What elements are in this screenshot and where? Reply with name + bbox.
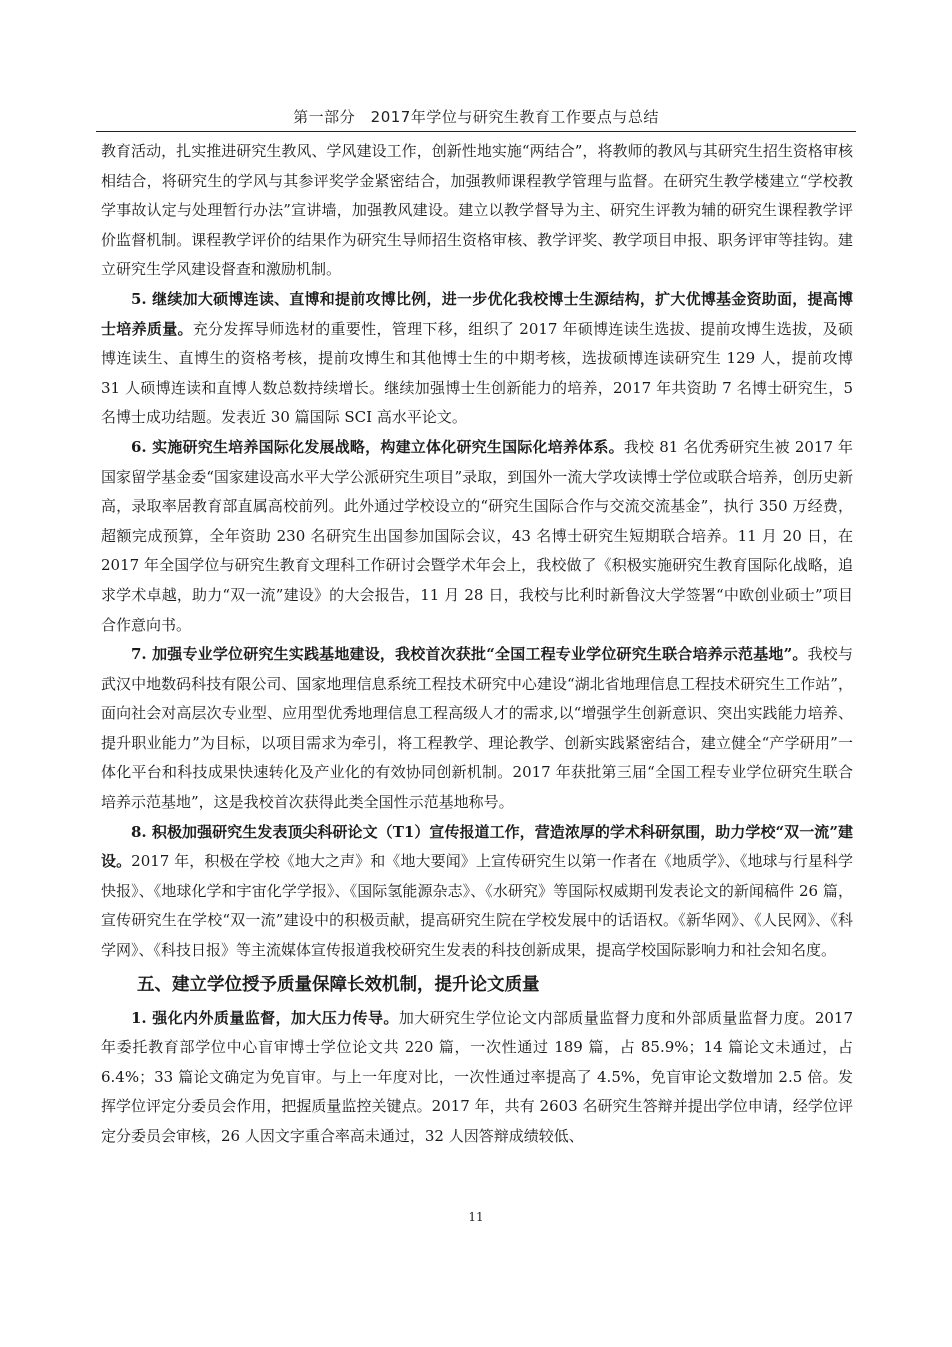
paragraph-item-8: [101, 818, 853, 966]
section-5-item-1-heading: 1. 强化内外质量监督，加大压力传导。: [131, 1008, 399, 1027]
page-header: 第一部分 2017年学位与研究生教育工作要点与总结: [293, 108, 659, 126]
item-7-body: 我校与武汉中地数码科技有限公司、国家地理信息系统工程技术研究中心建设“湖北省地理信息工程技术研究生工作站”，面向社会对高层次专业型、应用型优秀地理信息工程高级人才的需求,以“增强学生创新意识、突出实践能力培养、提升职业能力”为目标，以项目需求为牵引，将工程教学、理论教学、创新实践紧密结合，建立健全“产学研用”一体化平台和科技成果快速转化及产业化的有效协同创新机制。2017 年获批第三届“全国工程专业学位研究生联合培养示范基地”，这是我校首次获得此类全国性示范基地称号。: [101, 645, 853, 812]
paragraph-item-6: [101, 433, 853, 640]
item-5-body: 充分发挥导师选材的重要性，管理下移，组织了 2017 年硕博连读生选拔、提前攻博生选拔，及硕博连读生、直博生的资格考核，提前攻博生和其他博士生的中期考核，选拔硕博连读研究生 129 人，提前攻博 31 人硕博连读和直博人数总数持续增长。继续加强博士生创新能力的培养，2017 年共资助 7 名博士研究生，5 名博士成功结题。发表近 30 篇国际 SCI 高水平论文。: [101, 319, 853, 427]
item-7-heading: 7. 加强专业学位研究生实践基地建设，我校首次获批“全国工程专业学位研究生联合培养示范基地”。: [131, 645, 808, 664]
item-8-body: 2017 年，积极在学校《地大之声》和《地大要闻》上宣传研究生以第一作者在《地质学》、《地球与行星科学快报》、《地球化学和宇宙化学学报》、《国际氢能源杂志》、《水研究》等国际权威期刊发表论文的新闻稿件 26 篇，宣传研究生在学校“双一流”建设中的积极贡献，提高研究生院在学校发展中的话语权。《新华网》、《人民网》、《科学网》、《科技日报》等主流媒体宣传报道我校研究生发表的科技创新成果，提高学校国际影响力和社会知名度。: [101, 852, 853, 960]
paragraph-teaching-style: 教育活动，扎实推进研究生教风、学风建设工作，创新性地实施“两结合”，将教师的教风与其研究生招生资格审核相结合，将研究生的学风与其参评奖学金紧密结合，加强教师课程教学管理与监督。在研究生教学楼建立“学校教学事故认定与处理暂行办法”宣讲墙，加强教风建设。建立以教学督导为主、研究生评教为辅的研究生课程教学评价监督机制。课程教学评价的结果作为研究生导师招生资格审核、教学评奖、教学项目申报、职务评审等挂钩。建立研究生学风建设督查和激励机制。: [101, 142, 853, 279]
paragraph-section-5-item-1: [101, 1004, 853, 1152]
section-5-item-1-body: 加大研究生学位论文内部质量监督力度和外部质量监督力度。2017 年委托教育部学位中心盲审博士学位论文共 220 篇，一次性通过 189 篇，占 85.9%；14 篇论文未通过，占 6.4%；33 篇论文确定为免盲审。与上一年度对比，一次性通过率提高了 4.5%，免盲审论文数增加 2.5 倍。发挥学位评定分委员会作用，把握质量监控关键点。2017 年，共有 2603 名研究生答辩并提出学位申请，经学位评定分委员会审核，26 人因文字重合率高未通过，32 人因答辩成绩较低、: [101, 1008, 853, 1145]
page-body: [101, 137, 853, 1152]
item-6-heading: 6. 实施研究生培养国际化发展战略，构建立体化研究生国际化培养体系。: [131, 437, 624, 456]
section-5-heading: 五、建立学位授予质量保障长效机制，提升论文质量: [137, 974, 540, 995]
paragraph-item-7: [101, 640, 853, 818]
paragraph-item-5: [101, 285, 853, 433]
item-5-heading: 5. 继续加大硕博连读、直博和提前攻博比例，进一步优化我校博士生源结构，扩大优博基金资助面，提高博士培养质量。: [101, 289, 853, 338]
page-number: 11: [468, 1210, 484, 1224]
header-rule: [96, 131, 856, 132]
item-8-heading: 8. 积极加强研究生发表顶尖科研论文（T1）宣传报道工作，营造浓厚的学术科研氛围，助力学校“双一流”建设。: [101, 822, 853, 871]
item-6-body: 我校 81 名优秀研究生被 2017 年国家留学基金委“国家建设高水平大学公派研究生项目”录取，到国外一流大学攻读博士学位或联合培养，创历史新高，录取率居教育部直属高校前列。此外通过学校设立的“研究生国际合作与交流交流基金”，执行 350 万经费，超额完成预算，全年资助 230 名研究生出国参加国际会议，43 名博士研究生短期联合培养。11 月 20 日，在 2017 年全国学位与研究生教育文理科工作研讨会暨学术年会上，我校做了《积极实施研究生教育国际化战略，追求学术卓越，助力“双一流”建设》的大会报告，11 月 28 日，我校与比利时新鲁汶大学签署“中欧创业硕士”项目合作意向书。: [101, 437, 853, 634]
